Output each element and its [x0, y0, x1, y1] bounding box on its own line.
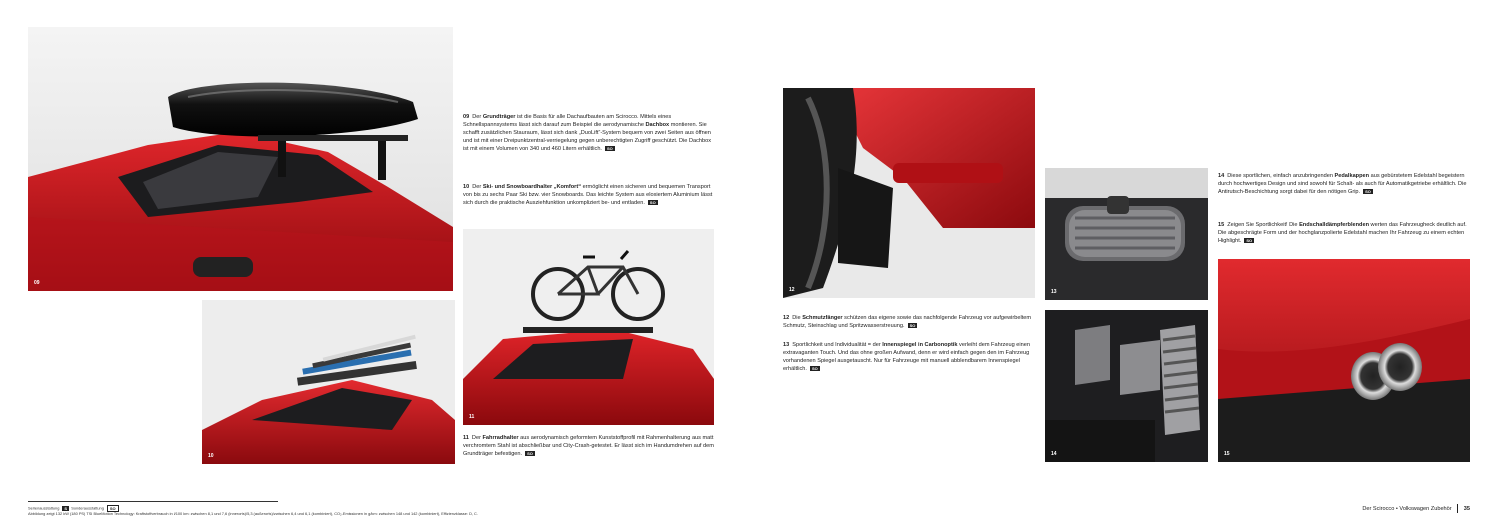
sonderausstattung-tag: SO — [811, 366, 818, 372]
photo-exhaust — [1218, 259, 1470, 462]
sonderausstattung-tag: SO — [607, 146, 613, 152]
text-block-13: 13 Sportlichkeit und Individualität = der Innenspiegel in Carbonoptik verleiht dem Fahrzeug einen extravaganten Touch. Und das ohne großen Aufwand, denn er wird einfach gegen den im Fahrzeug vorhandenen Spiegel ausgetauscht. Nur für Fahrzeuge mit manuell abblendbarem Innenspiegel erhältlich. SO — [783, 342, 1030, 372]
sonderausstattung-tag: SO — [1365, 189, 1371, 195]
page-label: Der Scirocco • Volkswagen Zubehör — [1362, 505, 1452, 512]
photo-number: 13 — [1051, 289, 1057, 295]
photo-number: 09 — [34, 280, 40, 286]
photo-mud-flap — [783, 88, 1035, 298]
page-footer — [1280, 504, 1470, 513]
photo-number: 10 — [208, 453, 214, 459]
text-block-15: 15 Zeigen Sie Sportlichkeit! Die Endschalldämpferblenden werten das Fahrzeugheck deutlich auf. Die abgeschrägte Form und der hochglanzpolierte Edelstahl machen Ihr Fahrzeug zu einem echten Highlight. SO — [1218, 222, 1467, 244]
text-block-09: 09 Der Grundträger ist die Basis für alle Dachaufbauten am Scirocco. Mittels eines Schnellspannsystems lässt sich darauf zum Beispiel die aerodynamische Dachbox montieren. Sie schafft zusätzlichen Stauraum, lässt sich dank „DuoLift“-System bequem von zwei Seiten aus öffnen und ist mit einer Dreipunktzentral-verriegelung gegen unberechtigten Zugriff geschützt. Die Dachbox ist mit einem Volumen von 340 und 460 Litern erhältlich. SO — [463, 114, 712, 152]
photo-number: 15 — [1224, 451, 1230, 457]
photo-number: 11 — [469, 414, 475, 420]
footer-rule — [28, 501, 278, 502]
sonderausstattung-tag: SO — [649, 200, 656, 206]
text-block-12: 12 Die Schmutzfänger schützen das eigene sowie das nachfolgende Fahrzeug vor aufgewirbeltem Schmutz, Steinschlag und Spritzwasserstreuung. SO — [783, 315, 1032, 329]
sonderausstattung-tag: SO — [527, 451, 533, 457]
photo-pedals — [1045, 310, 1208, 462]
sonderausstattung-tag: SO — [1246, 238, 1253, 244]
text-block-11: 11 Der Fahrradhalter aus aerodynamisch geformtem Kunststoffprofil mit Rahmenhalterung aus matt verchromtem Stahl ist abschließbar und City-Crash-getestet. Er lässt sich im Handumdrehen auf dem Grundträger befestigen. SO — [463, 435, 714, 457]
photo-roof-box — [28, 27, 453, 291]
text-block-14: 14 Diese sportlichen, einfach anzubringenden Pedalkappen aus gebürstetem Edelstahl begeistern durch hochwertiges Design und sind sowohl für Schalt- als auch für Automatikgetriebe erhältlich. Die Antirutsch-Beschichtung sorgt dabei für den nötigen Grip. SO — [1218, 173, 1467, 195]
sonderausstattung-tag: SO — [909, 323, 916, 329]
footer-legend: Serienausstattung S Sonderausstattung SO — [28, 505, 428, 512]
page-number: 35 — [1463, 505, 1470, 512]
text-block-10: 10 Der Ski- und Snowboardhalter „Komfort“ ermöglicht einen sicheren und bequemen Transport von bis zu sechs Paar Ski bzw. vier Snowboards. Das leichte System aus eloxiertem Aluminium lässt sich durch die praktische Ausziehfunktion unkompliziert be- und entladen. SO — [463, 184, 713, 206]
photo-carbon-mirror — [1045, 168, 1208, 300]
serienausstattung-tag: S — [64, 506, 68, 511]
footer-disclaimer: Abbildung zeigt 132 kW (180 PS) TSI BlueMotion Technology: Kraftstoffverbrauch in l/100 km: zwischen 8,1 und 7,6 (innerorts)/5,3 (außerorts)/zwischen 6,4 und 6,1 (kombiniert), CO₂-Emissionen in g/km: zwischen 148 und 142 (kombiniert), Effizienzklasse: D, C. — [28, 511, 478, 516]
photo-number: 14 — [1051, 451, 1057, 457]
photo-bike-holder — [463, 229, 714, 425]
sonderausstattung-tag: SO — [107, 505, 119, 512]
photo-number: 12 — [789, 287, 795, 293]
photo-ski-holder — [202, 300, 455, 464]
